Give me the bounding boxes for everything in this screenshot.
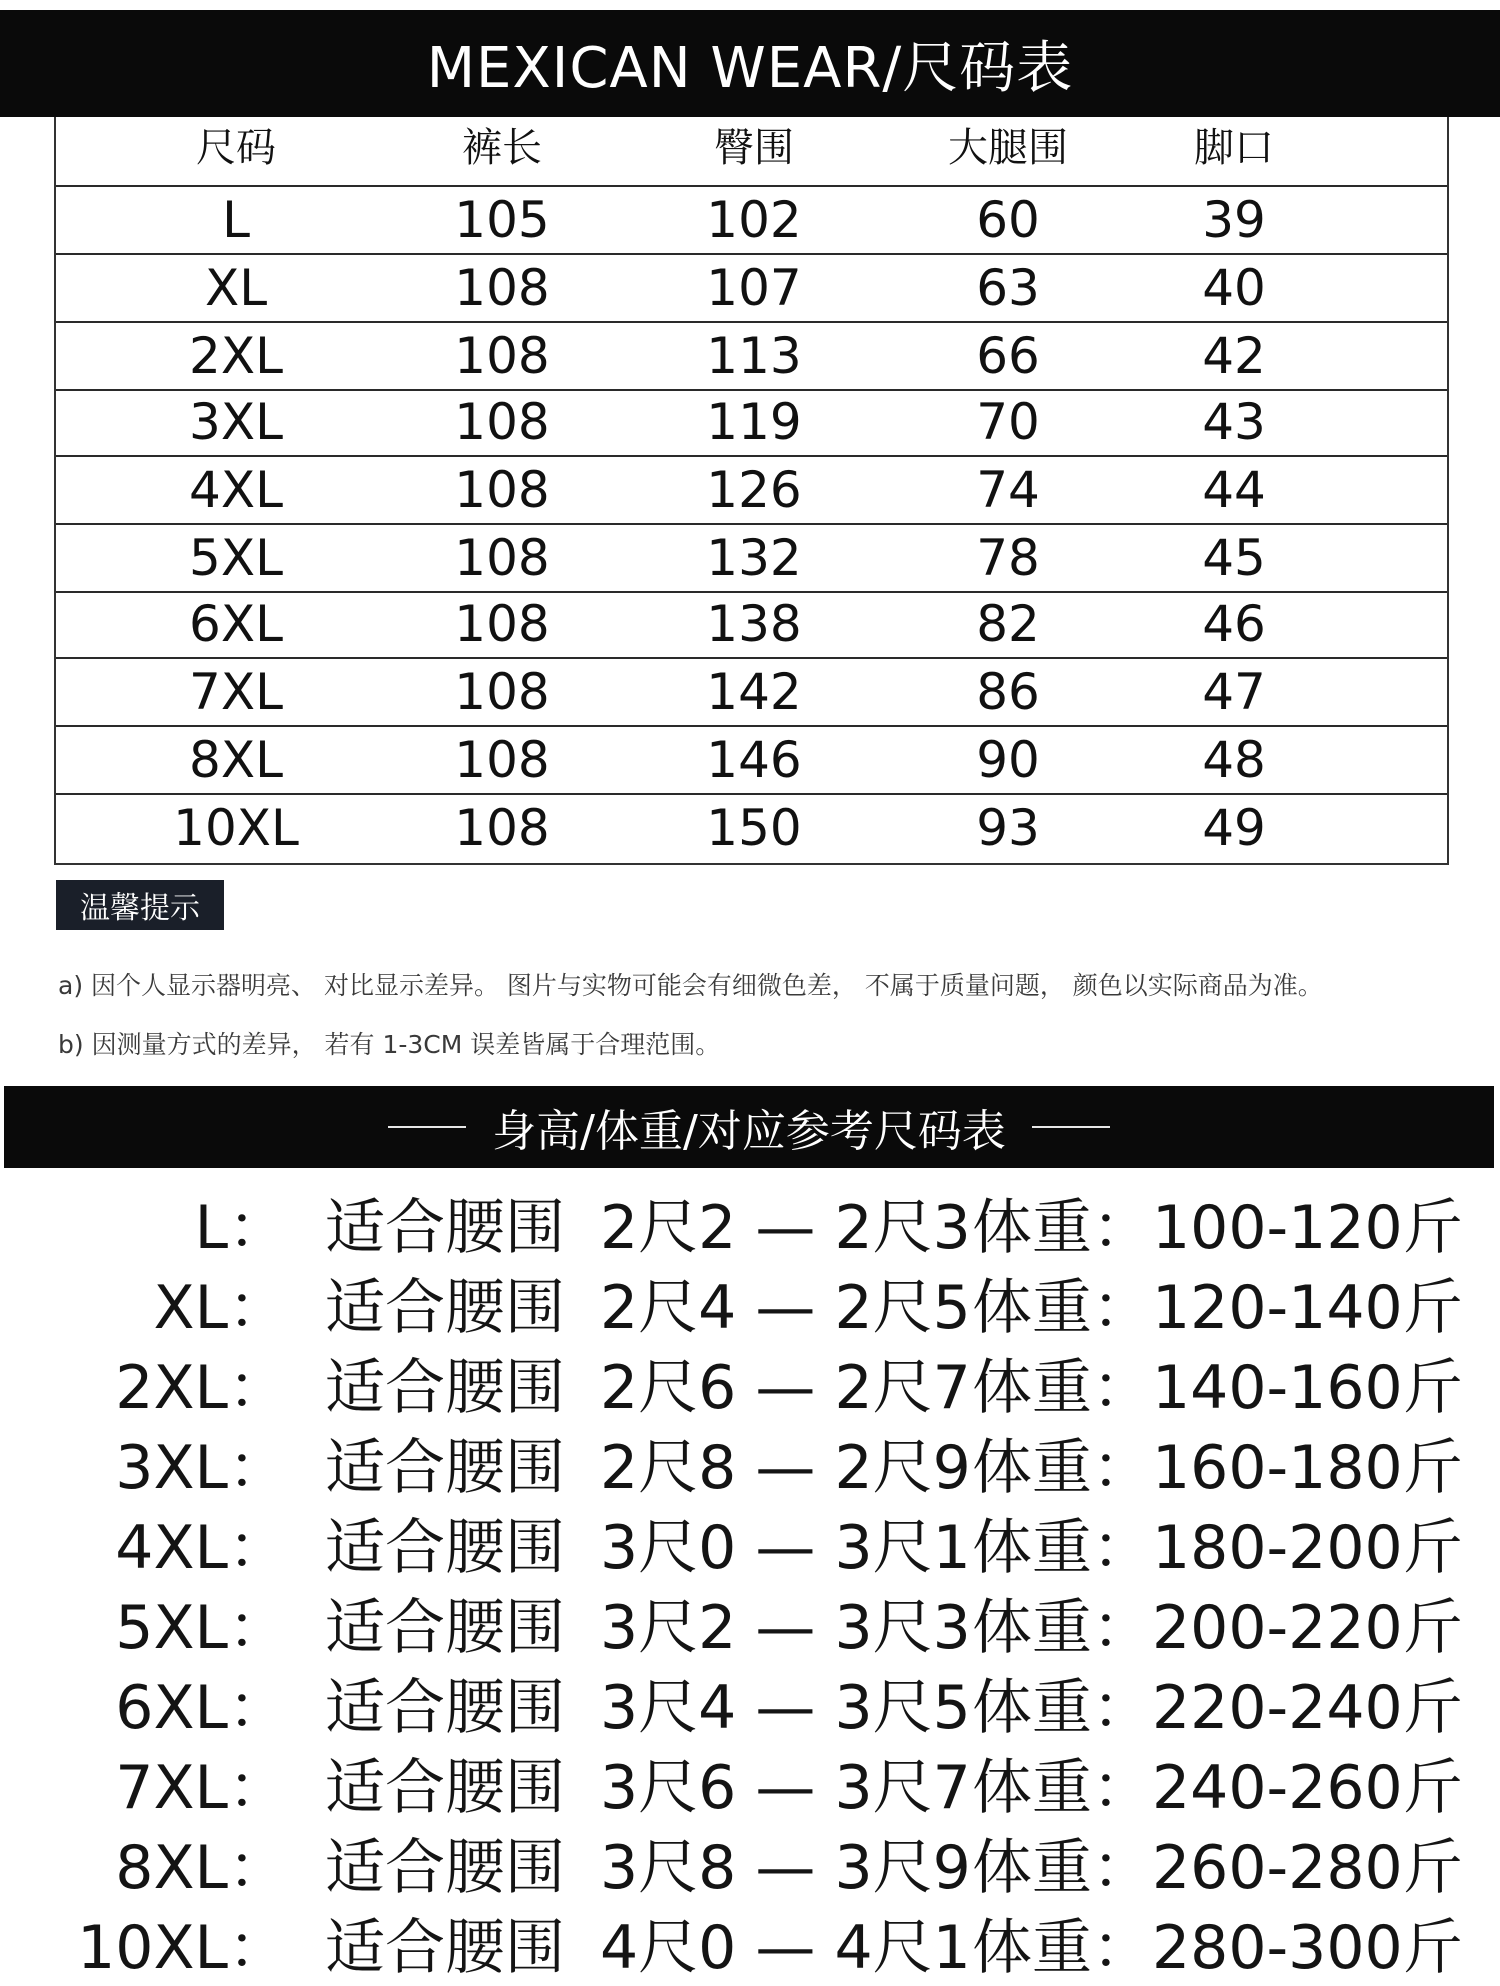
table-cell: 10XL: [173, 799, 299, 857]
reference-list: [0, 1180, 1500, 1983]
reference-row: [0, 1900, 1500, 1983]
ref-weight-range: 200-220斤: [1152, 1593, 1463, 1663]
table-cell: XL: [204, 259, 268, 317]
ref-waist-label: 适合腰围: [325, 1273, 565, 1343]
table-cell: 105: [454, 191, 550, 249]
table-cell: 108: [454, 461, 550, 519]
table-cell: 74: [976, 461, 1040, 519]
ref-size: 2XL：: [115, 1353, 288, 1423]
ref-waist-label: 适合腰围: [325, 1833, 565, 1903]
header-cell: 裤长: [462, 125, 542, 171]
table-cell: 66: [976, 327, 1040, 385]
top-banner: [0, 10, 1500, 117]
ref-waist-range: 3尺6 — 3尺7: [600, 1753, 971, 1823]
table-cell: 48: [1202, 731, 1266, 789]
size-table: [54, 117, 1449, 865]
table-cell: 43: [1202, 393, 1266, 451]
reference-row: [0, 1740, 1500, 1823]
ref-weight-range: 120-140斤: [1152, 1273, 1463, 1343]
header-cell: 脚口: [1194, 125, 1274, 171]
ref-weight-label: 体重：: [972, 1513, 1152, 1583]
ref-size: L：: [194, 1193, 288, 1263]
ref-waist-range: 2尺8 — 2尺9: [600, 1433, 971, 1503]
table-cell: 63: [976, 259, 1040, 317]
table-cell: 102: [706, 191, 802, 249]
reference-row: [0, 1580, 1500, 1663]
table-cell: 40: [1202, 259, 1266, 317]
table-cell: 146: [706, 731, 802, 789]
table-row: [56, 255, 1447, 323]
table-cell: 7XL: [189, 663, 283, 721]
reference-title: 身高/体重/对应参考尺码表: [492, 1106, 1006, 1157]
reference-banner: [4, 1086, 1494, 1168]
ref-weight-label: 体重：: [972, 1273, 1152, 1343]
banner-dash-left: [388, 1126, 466, 1128]
table-cell: 108: [454, 663, 550, 721]
ref-waist-label: 适合腰围: [325, 1433, 565, 1503]
tip-line-a: a) 因个人显示器明亮、 对比显示差异。 图片与实物可能会有细微色差， 不属于质量问题， 颜色以实际商品为准。: [58, 971, 1323, 1000]
ref-size: 7XL：: [115, 1753, 288, 1823]
ref-waist-label: 适合腰围: [325, 1353, 565, 1423]
table-cell: 142: [706, 663, 802, 721]
ref-waist-label: 适合腰围: [325, 1193, 565, 1263]
ref-waist-range: 2尺4 — 2尺5: [600, 1273, 971, 1343]
table-cell: 2XL: [189, 327, 283, 385]
table-cell: 8XL: [189, 731, 283, 789]
ref-waist-label: 适合腰围: [325, 1913, 565, 1983]
ref-size: 3XL：: [115, 1433, 288, 1503]
ref-size: 10XL：: [77, 1913, 288, 1983]
table-cell: 108: [454, 259, 550, 317]
ref-weight-label: 体重：: [972, 1593, 1152, 1663]
table-cell: 46: [1202, 595, 1266, 653]
ref-size: 4XL：: [115, 1513, 288, 1583]
ref-weight-label: 体重：: [972, 1673, 1152, 1743]
ref-weight-range: 240-260斤: [1152, 1753, 1463, 1823]
ref-waist-range: 3尺8 — 3尺9: [600, 1833, 971, 1903]
table-header-row: [56, 117, 1447, 187]
table-row: [56, 795, 1447, 861]
table-row: [56, 187, 1447, 255]
table-cell: L: [222, 191, 250, 249]
ref-weight-range: 160-180斤: [1152, 1433, 1463, 1503]
table-cell: 39: [1202, 191, 1266, 249]
ref-weight-label: 体重：: [972, 1833, 1152, 1903]
ref-waist-range: 2尺2 — 2尺3: [600, 1193, 971, 1263]
ref-waist-label: 适合腰围: [325, 1593, 565, 1663]
reference-row: [0, 1820, 1500, 1903]
table-cell: 108: [454, 393, 550, 451]
table-row: [56, 593, 1447, 659]
table-row: [56, 727, 1447, 795]
ref-waist-range: 3尺4 — 3尺5: [600, 1673, 971, 1743]
table-cell: 150: [706, 799, 802, 857]
ref-size: XL：: [153, 1273, 288, 1343]
table-cell: 3XL: [189, 393, 283, 451]
table-cell: 126: [706, 461, 802, 519]
table-cell: 5XL: [189, 529, 283, 587]
ref-waist-range: 3尺0 — 3尺1: [600, 1513, 971, 1583]
table-cell: 82: [976, 595, 1040, 653]
header-cell: 尺码: [196, 125, 276, 171]
ref-size: 8XL：: [115, 1833, 288, 1903]
table-cell: 108: [454, 595, 550, 653]
table-cell: 49: [1202, 799, 1266, 857]
reference-row: [0, 1500, 1500, 1583]
ref-weight-range: 140-160斤: [1152, 1353, 1463, 1423]
ref-weight-range: 220-240斤: [1152, 1673, 1463, 1743]
banner-title: MEXICAN WEAR/尺码表: [426, 35, 1074, 101]
header-cell: 大腿围: [948, 125, 1068, 171]
table-row: [56, 659, 1447, 727]
table-cell: 70: [976, 393, 1040, 451]
ref-waist-range: 2尺6 — 2尺7: [600, 1353, 971, 1423]
ref-waist-label: 适合腰围: [325, 1513, 565, 1583]
table-cell: 107: [706, 259, 802, 317]
reference-row: [0, 1660, 1500, 1743]
reference-row: [0, 1420, 1500, 1503]
reference-row: [0, 1340, 1500, 1423]
ref-weight-label: 体重：: [972, 1193, 1152, 1263]
table-cell: 45: [1202, 529, 1266, 587]
table-cell: 108: [454, 327, 550, 385]
ref-weight-label: 体重：: [972, 1753, 1152, 1823]
ref-waist-label: 适合腰围: [325, 1673, 565, 1743]
table-cell: 6XL: [189, 595, 283, 653]
reference-row: [0, 1260, 1500, 1343]
table-cell: 108: [454, 529, 550, 587]
table-cell: 60: [976, 191, 1040, 249]
table-row: [56, 457, 1447, 525]
table-cell: 108: [454, 799, 550, 857]
table-cell: 86: [976, 663, 1040, 721]
tip-line-b: b) 因测量方式的差异， 若有 1-3CM 误差皆属于合理范围。: [58, 1030, 721, 1059]
table-cell: 44: [1202, 461, 1266, 519]
ref-weight-range: 280-300斤: [1152, 1913, 1463, 1983]
table-row: [56, 323, 1447, 391]
ref-weight-label: 体重：: [972, 1913, 1152, 1983]
table-cell: 90: [976, 731, 1040, 789]
ref-size: 6XL：: [115, 1673, 288, 1743]
table-cell: 108: [454, 731, 550, 789]
table-cell: 119: [706, 393, 802, 451]
table-cell: 113: [706, 327, 802, 385]
ref-weight-range: 100-120斤: [1152, 1193, 1463, 1263]
table-cell: 47: [1202, 663, 1266, 721]
ref-weight-label: 体重：: [972, 1433, 1152, 1503]
ref-size: 5XL：: [115, 1593, 288, 1663]
table-row: [56, 391, 1447, 457]
table-cell: 78: [976, 529, 1040, 587]
reference-row: [0, 1180, 1500, 1263]
banner-dash-right: [1032, 1126, 1110, 1128]
tips-badge: 温馨提示: [56, 880, 224, 930]
table-cell: 4XL: [189, 461, 283, 519]
ref-waist-range: 3尺2 — 3尺3: [600, 1593, 971, 1663]
ref-waist-label: 适合腰围: [325, 1753, 565, 1823]
ref-weight-label: 体重：: [972, 1353, 1152, 1423]
table-row: [56, 525, 1447, 593]
table-cell: 42: [1202, 327, 1266, 385]
ref-weight-range: 180-200斤: [1152, 1513, 1463, 1583]
table-cell: 132: [706, 529, 802, 587]
ref-weight-range: 260-280斤: [1152, 1833, 1463, 1903]
table-cell: 93: [976, 799, 1040, 857]
table-cell: 138: [706, 595, 802, 653]
ref-waist-range: 4尺0 — 4尺1: [600, 1913, 971, 1983]
header-cell: 臀围: [714, 125, 794, 171]
